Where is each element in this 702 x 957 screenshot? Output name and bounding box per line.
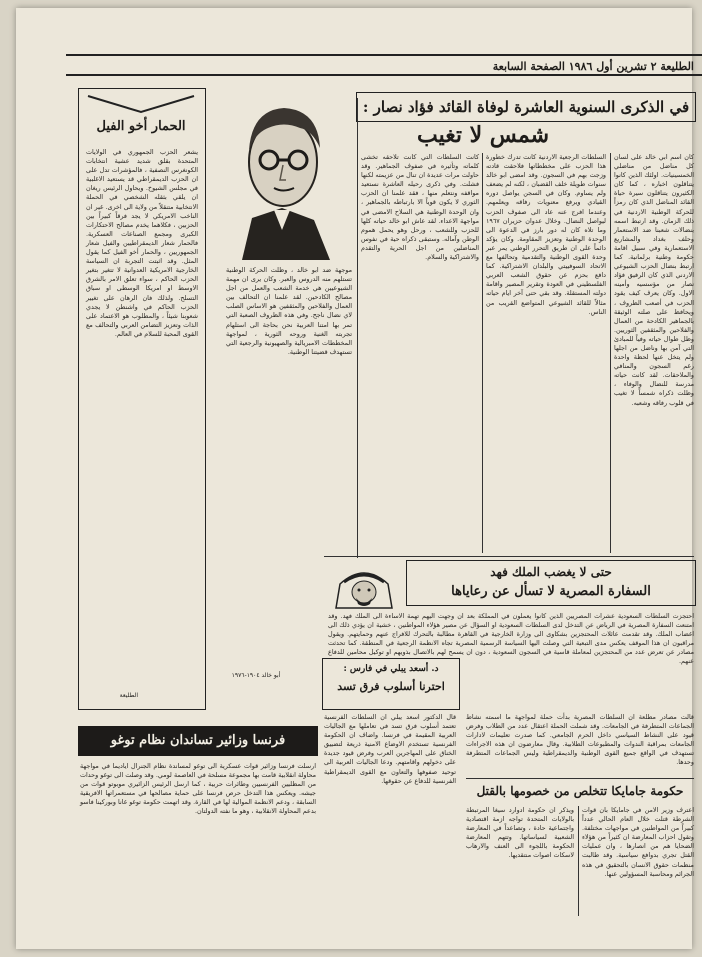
newspaper-page (16, 8, 692, 949)
saudi-headline-box (406, 560, 696, 606)
lebanon-text: قال الدكتور اسعد يبلي ان السلطات الفرنسية تعتمد أسلوب فرق تسد في تعاملها مع الجاليات العربية المقيمة في فرنسا. واضاف ان الحكومة الفرنسية تستخدم الاوضاع الامنية ذريعة لتضييق الخناق على المهاجرين العرب وفرض قيود جديدة على دخولهم واقامتهم. ودعا الجاليات العربية الى توحيد صفوفها والتعاون مع القوى الديمقراطية الفرنسية للدفاع عن حقوقها. (324, 713, 456, 785)
saudi-headline-1: حتى لا يغضب الملك فهد (490, 565, 612, 579)
col-rule (610, 153, 611, 553)
col-rule (578, 806, 579, 916)
col-rule (357, 98, 358, 558)
jamaica-col-right: اعترف وزير الامن في جامايكا بان قوات الشرطة قتلت خلال العام الحالي عدداً كبيراً من المواطنين في مواجهات مختلفة. وتقول احزاب المعارضة ان كثيراً من هؤلاء الضحايا هم من انصارها ، وان عمليات القتل تجري بدوافع سياسية. وقد طالبت منظمات حقوق الانسان بالتحقيق في هذه الجرائم ومحاسبة المسؤولين عنها. (582, 806, 694, 878)
king-caricature (326, 560, 402, 616)
saudi-headline-2: السفارة المصرية لا تسأل عن رعاياها (451, 584, 651, 599)
saudi-text: احتجزت السلطات السعودية عشرات المصريين الذين كانوا يعملون في المملكة بعد ان وجهت اليهم تهمة الاساءة الى الملك فهد. وقد امتنعت السفارة المصرية في الرياض عن التدخل لدى السلطات السعودية او السؤال عن مصير هؤلاء المواطنين ، خشية ان يؤدي ذلك الى اغضاب الملك. وقد تقدمت عائلات المحتجزين بشكاوى الى وزارة الخارجية في القاهرة مطالبة بالتحرك للافراج عنهم وحمايتهم. ويقول مراقبون ان هذا الموقف يعكس مدى التبعية التي وصلت اليها السياسة الرسمية المصرية تجاه الانظمة الرجعية في المنطقة. كما تحدثت مصادر عن تعرض عدد من المحتجزين لمعاملة قاسية في السجون السعودية ، دون ان يسمح لهم بالاتصال بذويهم او توكيل محامين للدفاع عنهم. (328, 612, 694, 666)
lebanon-headline-box (322, 658, 460, 710)
sidebar-signature: الطليعة (119, 692, 138, 699)
lebanon-headline-2: احترنا أسلوب فرق تسد (337, 680, 445, 693)
france-headline-banner (78, 726, 318, 756)
section-rule (466, 778, 694, 779)
jamaica-col-left: ويذكر ان حكومة ادوارد سيغا المرتبطة بالولايات المتحدة تواجه ازمة اقتصادية واجتماعية حادة ، وتصاعداً في المعارضة الشعبية لسياساتها. وتتهم المعارضة الحكومة باللجوء الى العنف والارهاب لاسكات اصوات منتقديها. (466, 806, 574, 860)
main-headline: شمس لا تغيب (416, 122, 550, 148)
col-rule (482, 153, 483, 553)
main-col-1: كان اسم ابي خالد على لسان كل مناضل من مناضلي الخمسينيات. اولئك الذين كانوا يتناقلون اخباره ، كما كان الكثيرون يتناقلون سيرة حياة القائد المناضل الذي كان رمزاً للحركة الوطنية الاردنية في ذلك الزمان. وقد ارتبط اسمه بنضالات شعبنا ضد الاستعمار وحلف بغداد والمشاريع الاستعمارية وفي سبيل اقامة حكومة وطنية برلمانية. كما ارتبط بنضال الحزب الشيوعي الاردني الذي كان الرفيق فؤاد نصار من مؤسسيه وأمينه الاول. وكان يعرف كيف يقود الحزب في أصعب الظروف ، ويحافظ على صلته الوثيقة بالجماهير الكادحة من العمال والفلاحين والمثقفين الثوريين. وظل طوال حياته وفياً للمبادئ التي آمن بها وناضل من اجلها ولم يتخل عنها لحظة واحدة رغم السجون والمنافي والملاحقات. لقد كانت حياته مدرسة للنضال والوفاء ، وظلت ذكراه شمساً لا تغيب في قلوب رفاقه وشعبه. (614, 153, 694, 407)
portrait-photo (212, 90, 354, 262)
section-rule (324, 556, 694, 557)
lebanon-headline-1: د. أسعد يبلي في فارس : (343, 664, 439, 674)
main-kicker: في الذكرى السنوية العاشرة لوفاة القائد فؤاد نصار : (362, 98, 690, 116)
sidebar-text: يشعر الحزب الجمهوري في الولايات المتحدة بقلق شديد عشية انتخابات الكونغرس النصفية ، فالمؤشرات تدل على ان الحزب الديمقراطي قد يستعيد الاغلبية في مجلس الشيوخ. ويحاول الرئيس ريغان ان يلقي بثقله الشخصي في الحملة الانتخابية متنقلاً من ولاية الى اخرى. غير ان الناخب الامريكي لا يجد فرقاً كبيراً بين الحزبين ، فكلاهما يخدم مصالح الاحتكارات الكبرى ومجمع الصناعات العسكرية. فالحمار شعار الديمقراطيين والفيل شعار الجمهوريين ، والحمار أخو الفيل كما يقول المثل. وقد اثبتت التجربة ان السياسة الخارجية الامريكية العدوانية لا تتغير بتغير الحزب الحاكم ، سواء تعلق الامر بالشرق الاوسط او امريكا الوسطى او سباق التسلح. ولذلك فان الرهان على تغيير الحزب الحاكم في واشنطن لا يجدي شعوبنا شيئاً ، والمطلوب هو الاعتماد على الذات وتعزيز التضامن العربي والتحالف مع القوى المحبة للسلام في العالم. (86, 148, 198, 338)
portrait-caption: أبو خالد ١٩٠٤-١٩٧٦ (231, 672, 281, 679)
main-col-4: موجهة ضد ابو خالد ، وظلت الحركة الوطنية تستلهم منه الدروس والعبر. وكان يرى ان مهمة الشيوعيين هي خدمة الشعب والعمل من اجل مصالح الكادحين. لقد علمنا ان التحالف بين العمال والفلاحين والمثقفين هو الاساس الصلب لاي نضال ناجح. وفي هذه الظروف الصعبة التي تمر بها امتنا العربية نحن بحاجة الى استلهام تجربته الغنية وروحه الثورية ، لمواجهة المخططات الامبريالية والصهيونية والرجعية التي تستهدف قضيتنا الوطنية. (226, 266, 352, 356)
egypt-text: قالت مصادر مطلعة ان السلطات المصرية بدأت حملة لمواجهة ما اسمته نشاط الجماعات المتطرفة في الجامعات. وقد شملت الحملة اعتقال عدد من الطلاب وفرض قيود على النشاط السياسي داخل الحرم الجامعي. كما صدرت تعليمات لادارات الجامعات بمراقبة الندوات والمطبوعات الطلابية. وقال معارضون ان هذه الاجراءات تستهدف في الواقع جميع القوى الوطنية والديمقراطية وليس الجماعات المتطرفة وحدها. (466, 713, 694, 767)
sidebar-headline: الحمار أخو الفيل (96, 119, 186, 134)
jamaica-headline: حكومة جامايكا تتخلص من خصومها بالقتل (476, 784, 684, 798)
main-col-2: السلطات الرجعية الاردنية كانت تدرك خطورة هذا الحزب على مخططاتها فلاحقت قادته وزجت بهم في السجون. وقد امضى ابو خالد سنوات طويلة خلف القضبان ، لكنه لم يضعف ولم يساوم. وكان في السجن يواصل دوره القيادي ويرفع معنويات رفاقه ويعلمهم. وعندما افرج عنه عاد الى صفوف الحزب ليواصل النضال. وخلال عدوان حزيران ١٩٦٧ وما تلاه كان له دور بارز في الدعوة الى الوحدة الوطنية وتعزيز المقاومة. وكان يؤكد دائماً على ان طريق التحرر الوطني يمر عبر وحدة القوى الوطنية والتقدمية وتحالفها مع الاتحاد السوفييتي والبلدان الاشتراكية. كما دافع بحزم عن حقوق الشعب العربي الفلسطيني في العودة وتقرير المصير واقامة دولته المستقلة. وقد بقي حتى آخر ايام حياته مثالاً للقائد الشيوعي المتواضع القريب من الناس. (486, 153, 606, 316)
france-text: ارسلت فرنسا وزائير قوات عسكرية الى توغو لمساندة نظام الجنرال اياديما في مواجهة محاولة انقلابية قامت بها مجموعة مسلحة في العاصمة لومي. وقد وصلت الى توغو وحدات من المظليين الفرنسيين وطائرات حربية ، كما ارسل الرئيس الزائيري موبوتو قوات من جيشه. ويعكس هذا التدخل حرص فرنسا على حماية مصالحها في مستعمراتها الافريقية السابقة ، ودعم الانظمة الموالية لها في القارة. وقد اتهمت حكومة توغو غانا وبوركينا فاسو بدعم المحاولة الانقلابية ، وهو ما نفته الدولتان. (80, 762, 316, 816)
header-dateline: الطليعة ٢ تشرين أول ١٩٨٦ الصفحة السابعة (492, 60, 694, 73)
page-header (66, 54, 702, 76)
france-headline: فرنسا وزائير تساندان نظام توغو (110, 733, 286, 748)
sidebar-chevron-ornament (86, 94, 196, 116)
main-kicker-box (356, 92, 696, 122)
main-col-3: كانت السلطات التي كانت تلاحقه تخشى كلماته وتأثيره في صفوف الجماهير. وقد حاولت مرات عديدة ان تنال من عزيمته لكنها فشلت. وفي ذكرى رحيله العاشرة نستعيد مواقفه ونتعلم منها ، فقد علمنا ان الحزب الثوري لا يكون قوياً الا بارتباطه بالجماهير ، وان الوحدة الوطنية هي السلاح الامضى في مواجهة الاعداء. لقد عاش ابو خالد حياته كلها للحزب وللشعب ، ورحل وهو يحمل هموم الوطن وآماله. وستبقى ذكراه حية في نفوس المناضلين من اجل الحرية والتقدم والاشتراكية والسلام. (361, 153, 479, 262)
